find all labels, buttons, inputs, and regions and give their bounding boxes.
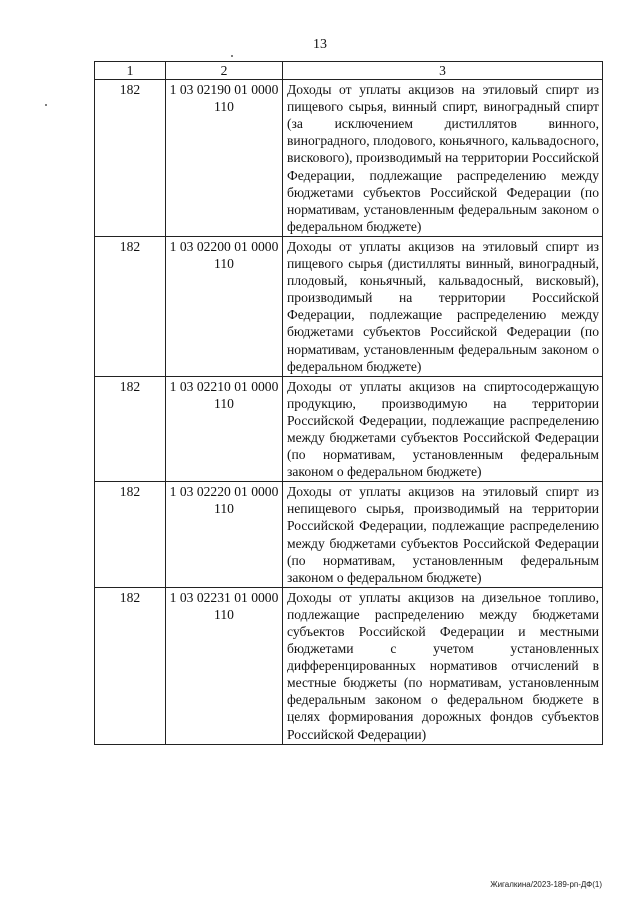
admin-code-cell: 182 bbox=[95, 80, 166, 237]
admin-code-cell: 182 bbox=[95, 482, 166, 588]
kbk-cell: 1 03 02220 01 0000 110 bbox=[166, 482, 283, 588]
table-row bbox=[95, 80, 603, 237]
table-row bbox=[95, 587, 603, 744]
description-cell: Доходы от уплаты акцизов на этиловый спирт из пищевого сырья (дистилляты винный, виноградный, плодовый, коньячный, кальвадосный, висковый), производимый на территории Российской Федерации, подлежащие распределению между бюджетами субъектов Российской Федерации (по нормативам, установленным федеральным законом о федеральном бюджете) bbox=[283, 236, 603, 376]
kbk-cell: 1 03 02190 01 0000 110 bbox=[166, 80, 283, 237]
admin-code-cell: 182 bbox=[95, 587, 166, 744]
admin-code-cell: 182 bbox=[95, 236, 166, 376]
kbk-cell: 1 03 02231 01 0000 110 bbox=[166, 587, 283, 744]
table-header-row bbox=[95, 62, 603, 80]
table-row bbox=[95, 236, 603, 376]
revenue-codes-table bbox=[94, 61, 603, 745]
header-col-3: 3 bbox=[283, 62, 603, 80]
table-row bbox=[95, 376, 603, 482]
document-footer-code: Жигалкина/2023-189-рп-ДФ(1) bbox=[490, 880, 602, 889]
table-row bbox=[95, 482, 603, 588]
scan-speck bbox=[45, 104, 47, 106]
page-number: 13 bbox=[313, 37, 327, 52]
header-col-2: 2 bbox=[166, 62, 283, 80]
kbk-cell: 1 03 02200 01 0000 110 bbox=[166, 236, 283, 376]
kbk-cell: 1 03 02210 01 0000 110 bbox=[166, 376, 283, 482]
description-cell: Доходы от уплаты акцизов на дизельное топливо, подлежащие распределению между бюджетами субъектов Российской Федерации и местными бюджетами с учетом установленных дифференцированных нормативов отчислений в местные бюджеты (по нормативам, установленным федеральным законом о федеральном бюджете в целях формирования дорожных фондов субъектов Российской Федерации) bbox=[283, 587, 603, 744]
description-cell: Доходы от уплаты акцизов на этиловый спирт из пищевого сырья, винный спирт, виноградный спирт (за исключением дистиллятов винного, виноградного, плодового, коньячного, кальвадосного, вискового), производимый на территории Российской Федерации, подлежащие распределению между бюджетами субъектов Российской Федерации (по нормативам, установленным федеральным законом о федеральном бюджете) bbox=[283, 80, 603, 237]
admin-code-cell: 182 bbox=[95, 376, 166, 482]
description-cell: Доходы от уплаты акцизов на этиловый спирт из непищевого сырья, производимый на территории Российской Федерации, подлежащие распределению между бюджетами субъектов Российской Федерации (по нормативам, установленным федеральным законом о федеральном бюджете) bbox=[283, 482, 603, 588]
scan-speck bbox=[231, 55, 233, 57]
description-cell: Доходы от уплаты акцизов на спиртосодержащую продукцию, производимую на территории Российской Федерации, подлежащие распределению между бюджетами субъектов Российской Федерации (по нормативам, установленным федеральным законом о федеральном бюджете) bbox=[283, 376, 603, 482]
header-col-1: 1 bbox=[95, 62, 166, 80]
